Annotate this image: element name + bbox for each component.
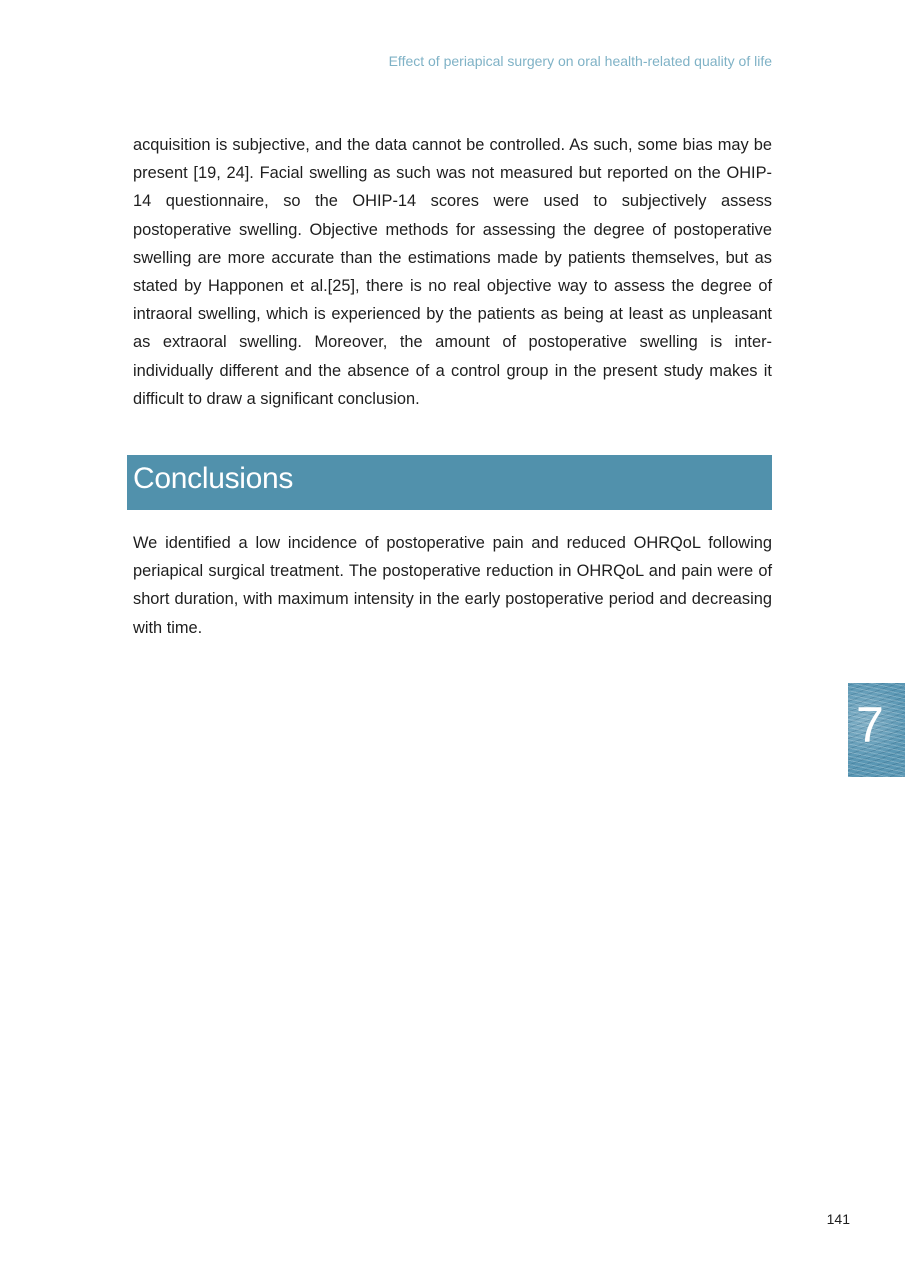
running-header: Effect of periapical surgery on oral health-related quality of life: [388, 53, 772, 69]
chapter-number: 7: [856, 697, 884, 753]
section-title: Conclusions: [133, 462, 294, 495]
page-number: 141: [826, 1211, 850, 1227]
conclusions-paragraph: We identified a low incidence of postoperative pain and reduced OHRQoL following periapical surgical treatment. The postoperative reduction in OHRQoL and pain were of short duration, with maximum intensity in the early postoperative period and decreasing with time.: [133, 534, 772, 637]
discussion-paragraph: acquisition is subjective, and the data cannot be controlled. As such, some bias may be present [19, 24]. Facial swelling as such was not measured but reported on the OHIP-14 questionnaire, so the OHIP-14 scores were used to subjectively assess postoperative swelling. Objective methods for assessing the degree of postoperative swelling are more accurate than the estimations made by patients themselves, but as stated by Happonen et al.[25], there is no real objective way to assess the degree of intraoral swelling, which is experienced by the patients as being at least as unpleasant as extraoral swelling. Moreover, the amount of postoperative swelling is inter-individually different and the absence of a control group in the present study makes it difficult to draw a significant conclusion.: [133, 136, 772, 408]
section-banner: [127, 455, 772, 510]
chapter-tab: [848, 683, 905, 777]
